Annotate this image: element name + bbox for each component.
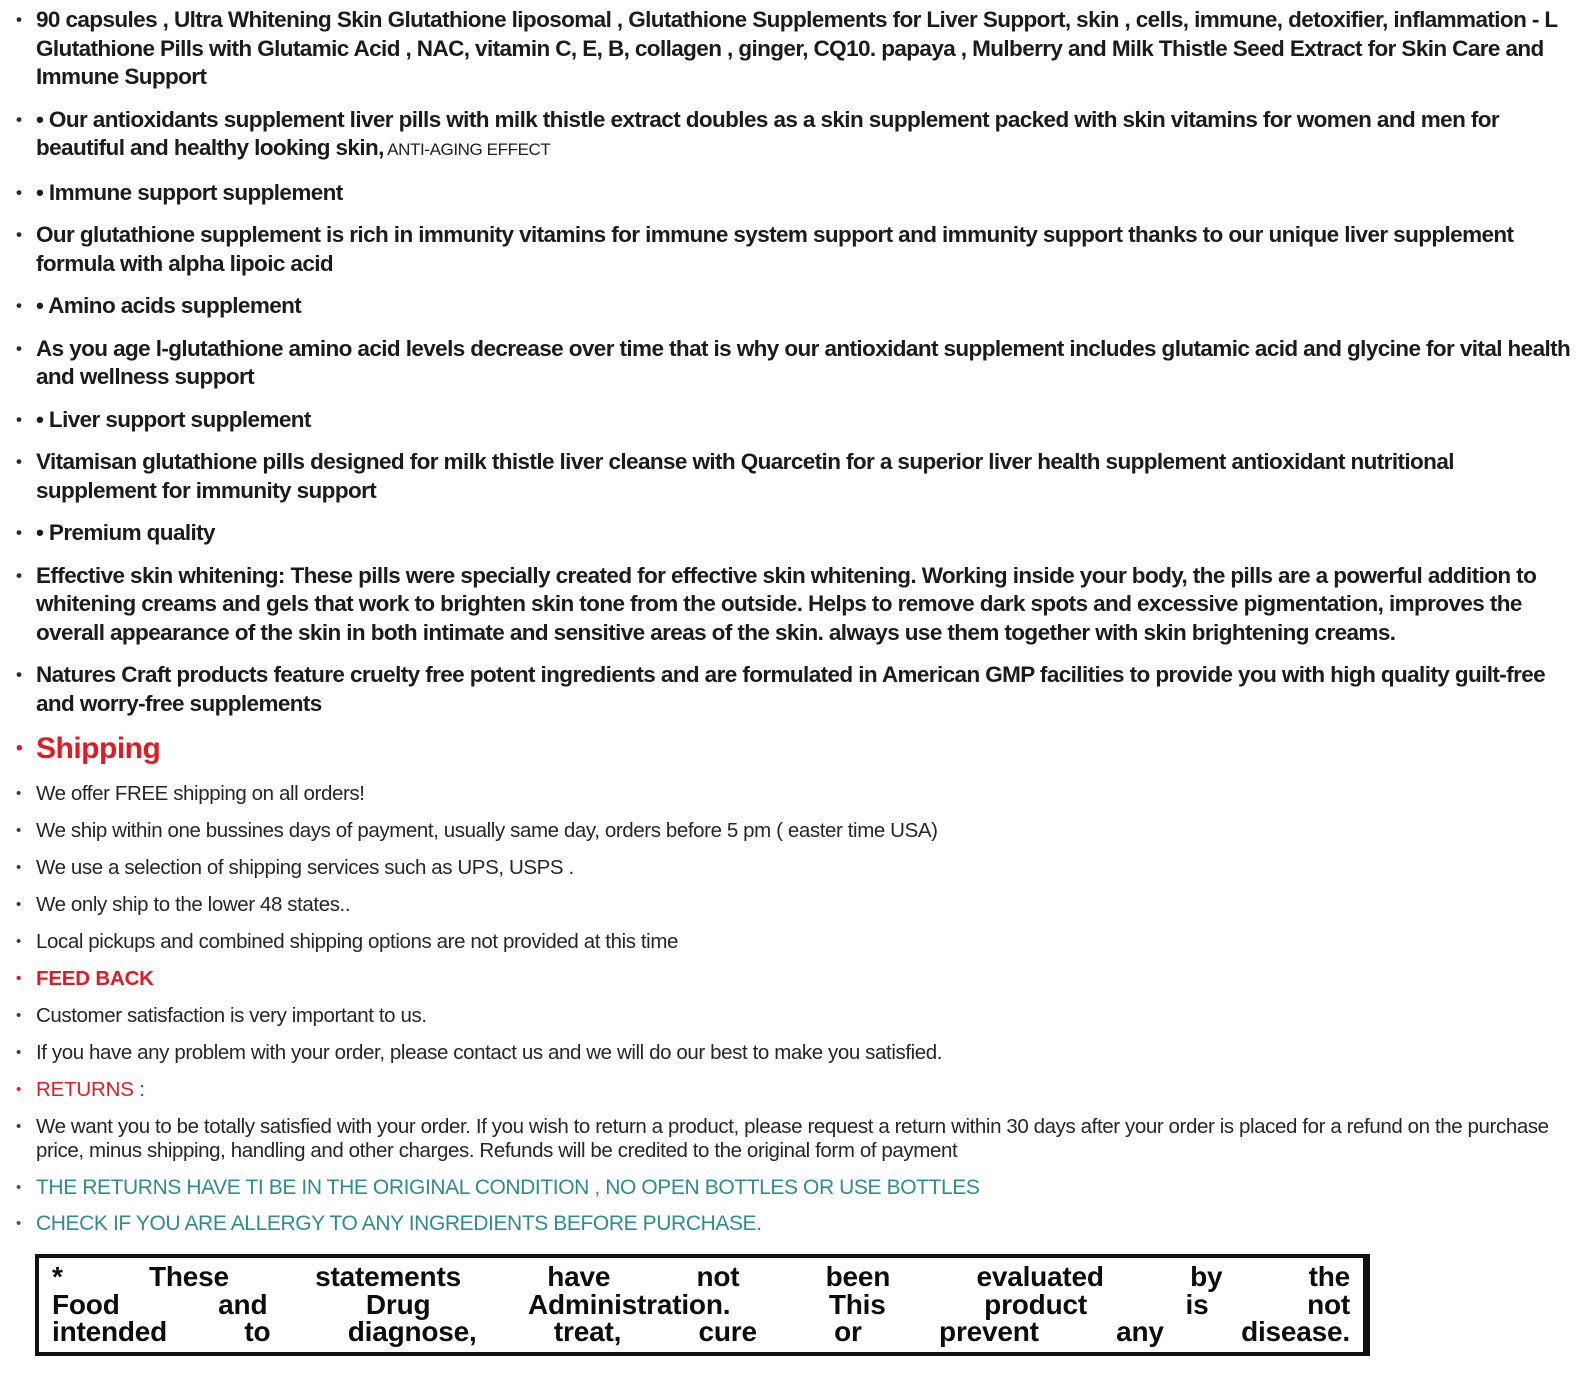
skin-whitening-text: Effective skin whitening: These pills were specially created for effective skin whitening. Working inside your body, the pills are a powerful addition to whitening creams and gels that work to brighten skin tone from the outside. Helps to remove dark spots and excessive pigmentation, improves the overall appearance of the skin in both intimate and sensitive areas of the skin. always use them together with skin brightening creams. (36, 562, 1537, 645)
shipping-item-time (14, 819, 1571, 843)
product-title-text: 90 capsules , Ultra Whitening Skin Glutathione liposomal , Glutathione Supplements for Liver Support, skin , cells, immune, detoxifier, inflammation - L Glutathione Pills with Glutamic Acid , NAC, vitamin C, E, B, collagen , ginger, CQ10. papaya , Mulberry and Milk Thistle Seed Extract for Skin Care and Immune Support (36, 7, 1558, 89)
list-item-liver-support (14, 406, 1571, 435)
premium-quality-text: • Premium quality (36, 520, 215, 545)
shipping-heading-text: Shipping (36, 732, 161, 765)
feedback-heading-text: FEED BACK (36, 967, 154, 990)
list-item-vitamisan (14, 448, 1571, 505)
anti-aging-note: ANTI-AGING EFFECT (383, 140, 551, 159)
returns-policy (14, 1115, 1571, 1163)
list-item-product-title (14, 6, 1571, 92)
returns-heading (14, 1078, 1571, 1102)
list-item-antioxidants (14, 106, 1571, 165)
list-item-amino-acids (14, 292, 1571, 321)
returns-heading-text: RETURNS : (36, 1078, 145, 1101)
immunity-vitamins-text: Our glutathione supplement is rich in immunity vitamins for immune system support and immunity support thanks to our unique liver supplement formula with alpha lipoic acid (36, 222, 1514, 276)
shipping-item-services (14, 856, 1571, 880)
feedback-satisfaction-text: Customer satisfaction is very important to us. (36, 1004, 427, 1027)
antioxidants-text: • Our antioxidants supplement liver pills with milk thistle extract doubles as a skin supplement packed with skin vitamins for women and men for beautiful and healthy looking skin, (36, 106, 1500, 160)
amino-acids-text: • Amino acids supplement (36, 293, 302, 318)
list-item-premium-quality (14, 519, 1571, 548)
shipping-item-states (14, 893, 1571, 917)
returns-condition-text: THE RETURNS HAVE TI BE IN THE ORIGINAL CONDITION , NO OPEN BOTTLES OR USE BOTTLES (36, 1176, 980, 1199)
list-item-immune-support (14, 179, 1571, 208)
returns-note-allergy (14, 1212, 1571, 1236)
list-item-natures-craft (14, 661, 1571, 718)
shipping-time-text: We ship within one bussines days of payment, usually same day, orders before 5 pm ( easter time USA) (36, 819, 938, 842)
feedback-heading (14, 967, 1571, 991)
returns-note-condition (14, 1176, 1571, 1200)
list-item-skin-whitening (14, 562, 1571, 648)
fda-disclaimer-line-1: * These statements have not been evaluated by the (52, 1261, 1350, 1292)
list-item-aging (14, 335, 1571, 392)
natures-craft-text: Natures Craft products feature cruelty free potent ingredients and are formulated in American GMP facilities to provide you with high quality guilt-free and worry-free supplements (36, 662, 1546, 716)
feedback-item-satisfaction (14, 1004, 1571, 1028)
shipping-heading (14, 732, 1571, 766)
shipping-pickups-text: Local pickups and combined shipping options are not provided at this time (36, 930, 679, 953)
fda-disclaimer-line-2: Food and Drug Administration. This product is not (52, 1288, 1350, 1320)
shipping-services-text: We use a selection of shipping services such as UPS, USPS . (36, 856, 574, 879)
shipping-item-pickups (14, 930, 1571, 954)
aging-text: As you age l-glutathione amino acid levels decrease over time that is why our antioxidant supplement includes glutamic acid and glycine for vital health and wellness support (36, 335, 1571, 389)
shipping-item-free (14, 782, 1571, 806)
fda-disclaimer-line-3: intended to diagnose, treat, cure or prevent any disease. (52, 1316, 1350, 1347)
feedback-item-contact (14, 1041, 1571, 1065)
feedback-contact-text: If you have any problem with your order, please contact us and we will do our best to make you satisfied. (36, 1041, 943, 1064)
shipping-states-text: We only ship to the lower 48 states.. (36, 893, 351, 916)
returns-policy-text: We want you to be totally satisfied with your order. If you wish to return a product, please request a return within 30 days after your order is placed for a refund on the purchase price, minus shipping, handling and other charges. Refunds will be credited to the original form of payment (36, 1115, 1549, 1162)
description-list (14, 6, 1571, 1236)
vitamisan-text: Vitamisan glutathione pills designed for milk thistle liver cleanse with Quarcetin for a superior liver health supplement antioxidant nutritional supplement for immunity support (36, 449, 1454, 503)
fda-disclaimer-box (35, 1254, 1370, 1356)
shipping-free-text: We offer FREE shipping on all orders! (36, 782, 365, 805)
immune-support-text: • Immune support supplement (36, 179, 343, 205)
returns-allergy-text: CHECK IF YOU ARE ALLERGY TO ANY INGREDIENTS BEFORE PURCHASE. (36, 1212, 762, 1235)
list-item-immunity-vitamins (14, 221, 1571, 278)
liver-support-text: • Liver support supplement (36, 406, 311, 432)
